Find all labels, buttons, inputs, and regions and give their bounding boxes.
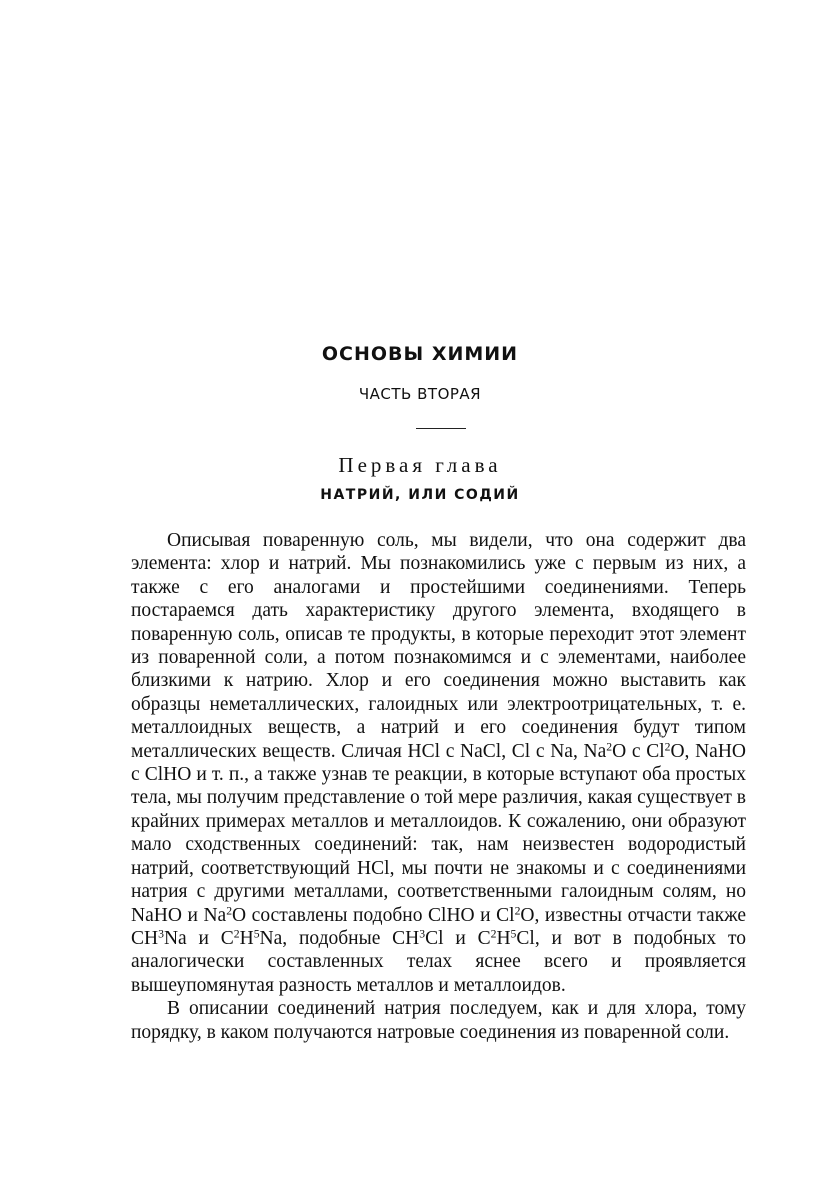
- chapter-title: НАТРИЙ, ИЛИ СОДИЙ: [320, 487, 520, 503]
- part-title: ЧАСТЬ ВТОРАЯ: [358, 385, 482, 403]
- chapter-label: Первая глава: [338, 453, 502, 477]
- body-text: [131, 529, 746, 1044]
- paragraph-1: Описывая поваренную соль, мы видели, что она содержит два элемента: хлор и натрий. Мы познакомились уже с первым из них, а также с его аналогами и простейшими соединениями. Теперь постараемся дать характеристику другого элемента, входящего в поваренную соль, описав те продукты, в которые переходит этот элемент из поваренной соли, а потом познакомимся и с элементами, наиболее близкими к натрию. Хлор и его соединения можно выставить как образцы неметаллических, галоидных или электроотрицательных, т. е. металлоидных веществ, а натрий и его соединения будут типом металлических веществ. Сличая HCl с NaCl, Cl с Na, Na$^2$O с Cl$^2$O, NaHO с ClHO и т. п., а также узнав те реакции, в которые вступают оба простых тела, мы получим представление о той мере различия, какая существует в крайних примерах металлов и металлоидов. К сожалению, они образуют мало сходственных соединений: так, нам неизвестен водородистый натрий, соответствующий HCl, мы почти не знакомы и с соединениями натрия с другими металлами, соответственными галоидным солям, но NaHO и Na$^2$O составлены подобно ClHO и Cl$^2$O, известны отчасти также $CH^3Na$ и $C^2H^5Na$, подобные $CH^3Cl$ и $C^2H^5Cl$, и вот в подобных то аналогически составленных телах яснее всего и проявляется вышеупомянутая разность металлов и металлоидов.: [131, 530, 747, 996]
- paragraph-2: В описании соединений натрия последуем, как и для хлора, тому порядку, в каком получаются натровые соединения из поваренной соли.: [131, 998, 746, 1043]
- book-title: ОСНОВЫ ХИМИИ: [321, 343, 519, 365]
- section-divider: [416, 428, 466, 429]
